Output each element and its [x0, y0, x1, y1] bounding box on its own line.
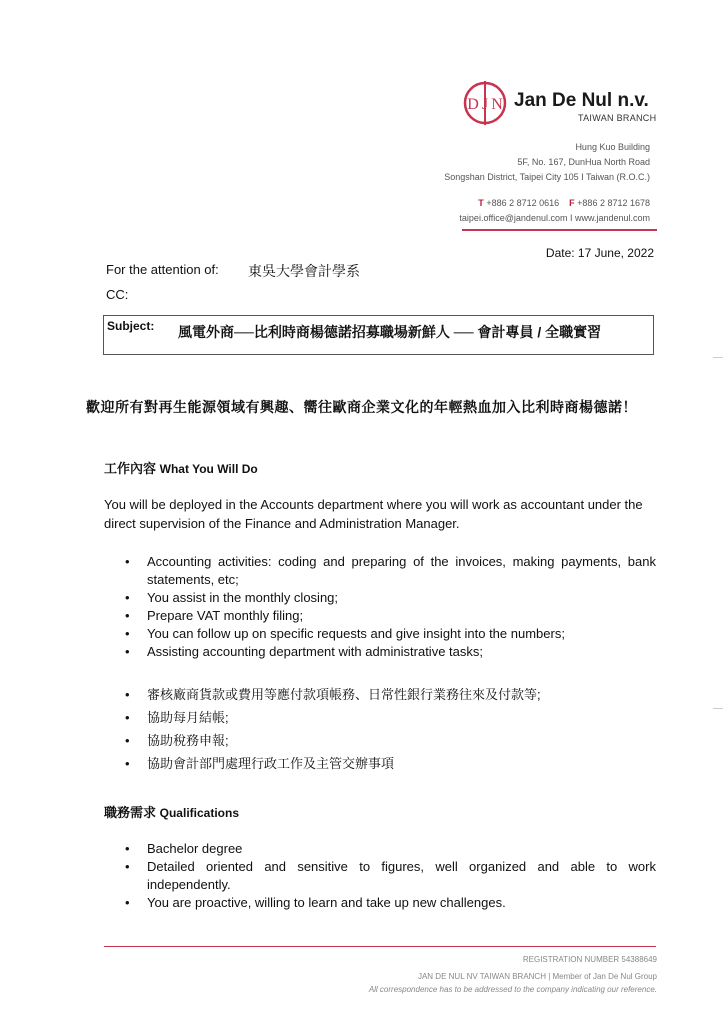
- list-item: • 審核廠商貨款或費用等應付款項帳務、日常性銀行業務往來及付款等;: [104, 683, 656, 706]
- subject-label: Subject:: [107, 319, 155, 333]
- svg-text:N: N: [491, 96, 503, 113]
- intro-paragraph: You will be deployed in the Accounts department where you will work as accountant under the direct supervision of the Finance and Administration Manager.: [104, 497, 643, 531]
- svg-text:D: D: [467, 96, 479, 113]
- list-item: • Prepare VAT monthly filing;: [104, 607, 656, 625]
- correspondence-note: All correspondence has to be addressed to the company indicating our reference.: [368, 985, 657, 994]
- heading-en: Qualifications: [159, 806, 239, 820]
- heading-en: What You Will Do: [159, 462, 258, 476]
- heading-zh: 工作內容: [104, 461, 157, 476]
- welcome-text: 歡迎所有對再生能源領域有興趣、嚮往歐商企業文化的年輕熱血加入比利時商楊德諾！: [86, 399, 637, 415]
- list-item: • Accounting activities: coding and preparing of the invoices, making payments, bank statements, etc;: [104, 553, 656, 589]
- list-item: • Detailed oriented and sensitive to figures, well organized and able to work independently.: [104, 858, 656, 894]
- list-item: • Bachelor degree: [104, 840, 656, 858]
- contact-line: taipei.office@jandenul.com I www.jandenul.com: [459, 213, 650, 223]
- fold-mark: [713, 357, 723, 358]
- duties-list-zh: [104, 683, 656, 775]
- phone-number: +886 2 8712 0616: [486, 198, 560, 208]
- svg-text:J: J: [481, 96, 489, 113]
- company-branch: TAIWAN BRANCH: [578, 113, 657, 123]
- letterhead-divider: [462, 229, 657, 231]
- attention-value: 東吳大學會計學系: [248, 263, 360, 279]
- attention-label: For the attention of:: [106, 262, 219, 277]
- address-line: 5F, No. 167, DunHua North Road: [517, 157, 650, 167]
- member-line: JAN DE NUL NV TAIWAN BRANCH | Member of Jan De Nul Group: [417, 972, 657, 981]
- heading-zh: 職務需求: [104, 805, 157, 820]
- address-line: Hung Kuo Building: [575, 142, 650, 152]
- company-name: Jan De Nul n.v.: [514, 90, 649, 111]
- section-heading-qualifications: [104, 802, 239, 821]
- list-item: • 協助會計部門處理行政工作及主管交辦事項: [104, 752, 656, 775]
- list-item: • Assisting accounting department with administrative tasks;: [104, 643, 656, 661]
- registration-number: REGISTRATION NUMBER 54388649: [522, 955, 657, 964]
- subject-box: [103, 315, 654, 355]
- fax-number: +886 2 8712 1678: [577, 198, 650, 208]
- list-item: • 協助每月結帳;: [104, 706, 656, 729]
- company-address: [444, 140, 650, 226]
- fax-label: F: [569, 198, 575, 208]
- fold-mark: [713, 708, 723, 709]
- cc-label: CC:: [106, 287, 129, 302]
- phone-label: T: [478, 198, 484, 208]
- list-item: • You assist in the monthly closing;: [104, 589, 656, 607]
- subject-text: 風電外商──比利時商楊德諾招募職場新鮮人 ── 會計專員 / 全職實習: [178, 324, 602, 340]
- qualifications-list: [104, 840, 656, 912]
- footer-divider: [104, 946, 656, 947]
- section-heading-what-you-will-do: [104, 458, 258, 477]
- list-item: • You are proactive, willing to learn and take up new challenges.: [104, 894, 656, 912]
- company-logo: [462, 80, 662, 128]
- phone-fax-line: [444, 196, 650, 211]
- letter-date: Date: 17 June, 2022: [545, 246, 654, 260]
- duties-list-en: [104, 553, 656, 661]
- address-line: Songshan District, Taipei City 105 I Taiwan (R.O.C.): [444, 172, 650, 182]
- list-item: • 協助稅務申報;: [104, 729, 656, 752]
- jdn-logo-icon: [462, 80, 508, 126]
- list-item: • You can follow up on specific requests and give insight into the numbers;: [104, 625, 656, 643]
